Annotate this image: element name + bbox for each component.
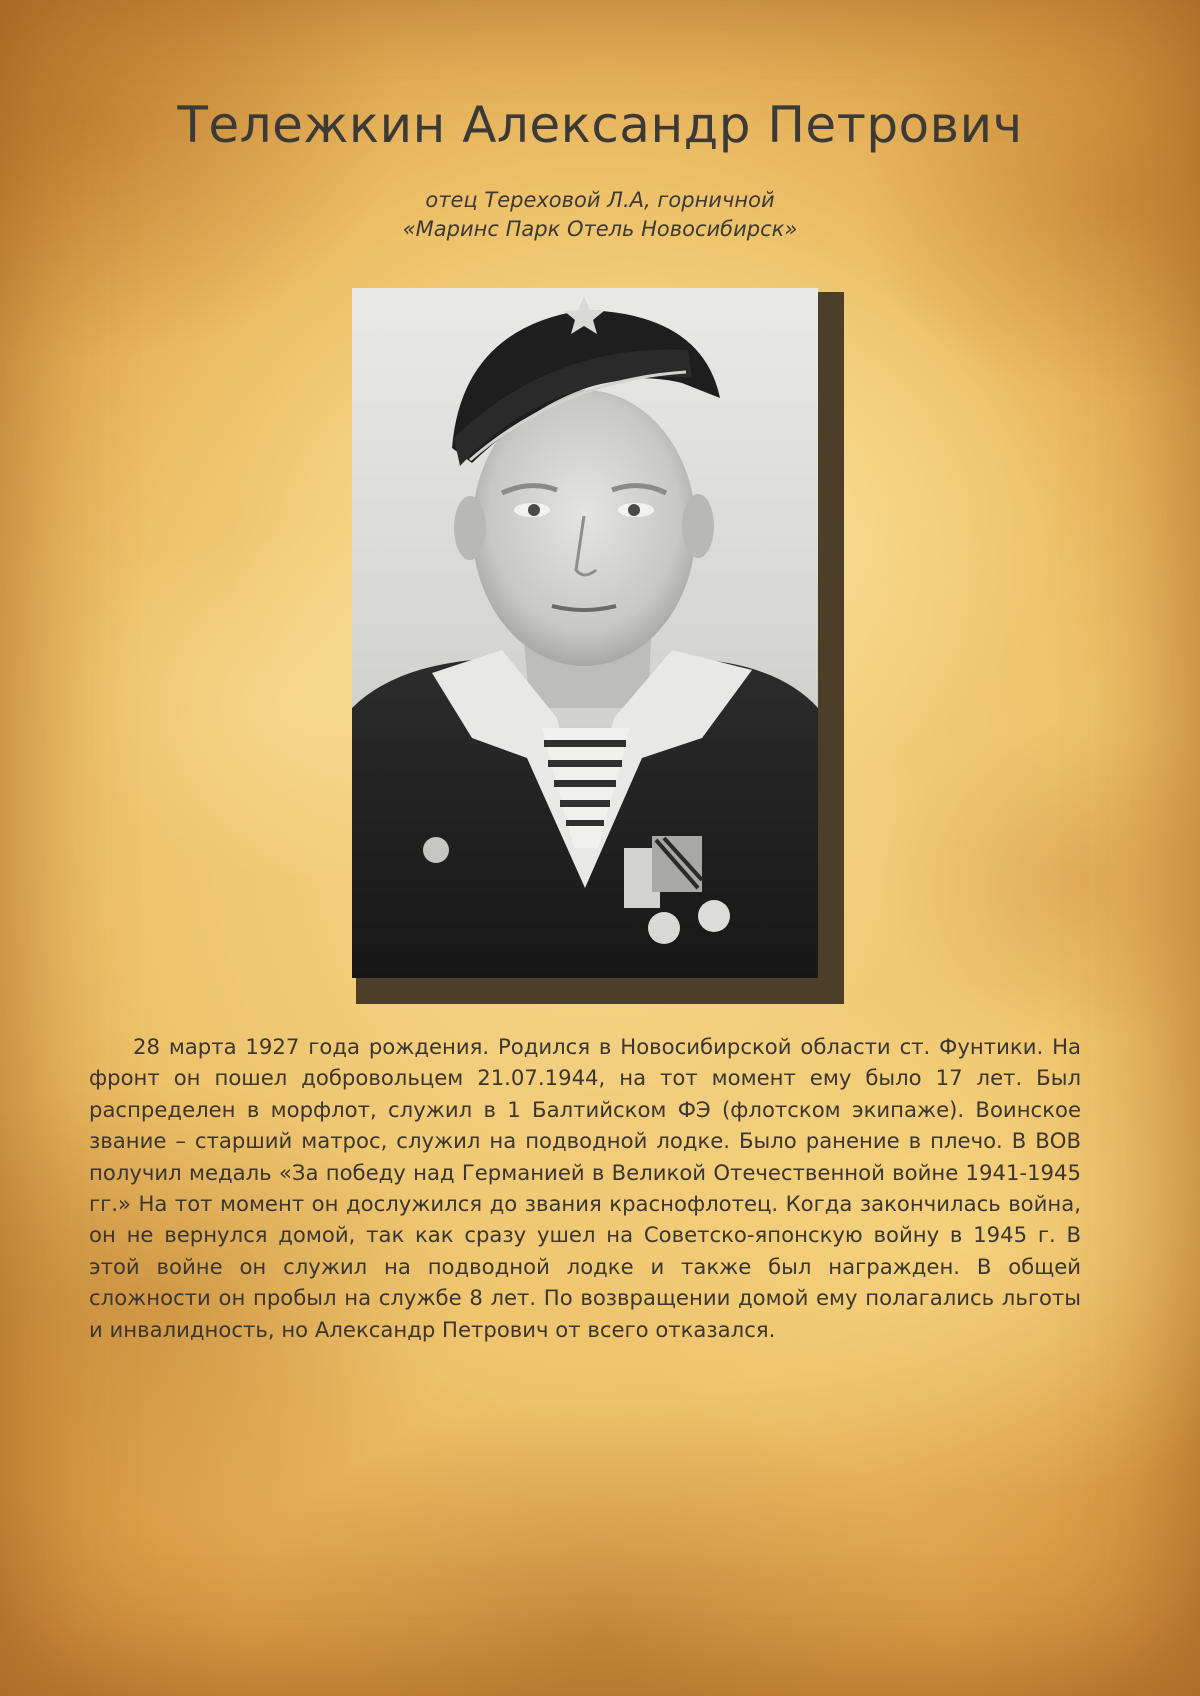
portrait-photo [352,288,818,978]
subtitle-relation: отец Тереховой Л.А, горничной [425,188,775,212]
page-title: Тележкин Александр Петрович [177,96,1023,154]
subtitle-hotel: «Маринс Парк Отель Новосибирск» [402,217,798,241]
biography-text: 28 марта 1927 года рождения. Родился в Новосибирской области ст. Фунтики. На фронт он пошел добровольцем 21.07.1944, на тот момент ему было 17 лет. Был распределен в морфлот, служил в 1 Балтийском ФЭ (флотском экипаже). Воинское звание – старший матрос, служил на подводной лодке. Было ранение в плечо. В ВОВ получил медаль «За победу над Германией в Великой Отечественной войне 1941-1945 гг.» На тот момент он дослужился до звания краснофлотец. Когда закончилась война, он не вернулся домой, так как сразу ушел на Советско-японскую войну в 1945 г. В этой войне он служил на подводной лодке и также был награжден. В общей сложности он пробыл на службе 8 лет. По возвращении домой ему полагались льготы и инвалидность, но Александр Петрович от всего отказался. [89,1034,1081,1342]
portrait-illustration [352,288,818,978]
subtitle [0,186,1200,244]
